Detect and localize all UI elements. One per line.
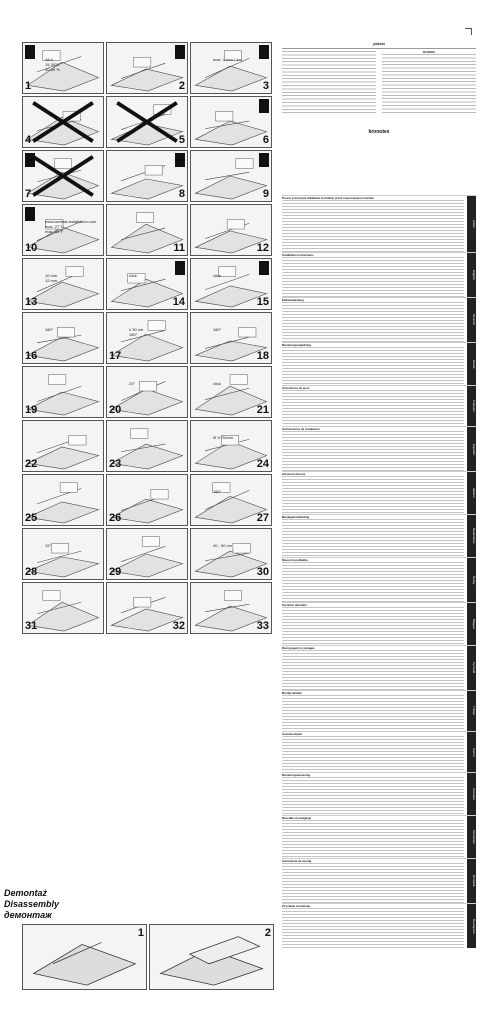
panel-number: 32 xyxy=(172,620,185,632)
step-panel-24 xyxy=(190,420,272,472)
panel-number: 15 xyxy=(256,296,269,308)
panel-number: 6 xyxy=(262,134,269,146)
step-panel-26 xyxy=(106,474,188,526)
illustration-column xyxy=(0,42,274,1022)
panel-number: 18 xyxy=(256,350,269,362)
panel-number: 16 xyxy=(25,350,38,362)
step-panel-12 xyxy=(190,204,272,256)
prohibited-cross xyxy=(23,151,103,201)
language-tab: Magyar xyxy=(467,603,476,645)
panel-caption: Ø X+30mm xyxy=(213,435,234,440)
warning-icon xyxy=(259,99,269,113)
panel-number: 20 xyxy=(109,404,122,416)
panel-caption: ≥ 30 cm 180° xyxy=(129,327,144,337)
warning-text xyxy=(382,54,476,114)
panel-number: 22 xyxy=(25,458,38,470)
step-panel-2 xyxy=(106,42,188,94)
section-title: Szerelési útmutató xyxy=(282,603,307,607)
crop-mark xyxy=(465,28,472,35)
section-body xyxy=(282,431,464,471)
warning-icon xyxy=(25,45,35,59)
step-panel-22 xyxy=(22,420,104,472)
section-2 xyxy=(282,297,476,342)
intro-text xyxy=(282,51,376,115)
step-panel-7 xyxy=(22,150,104,202)
panel-number: 2 xyxy=(264,927,271,939)
section-10 xyxy=(282,645,476,690)
step-panel-27 xyxy=(190,474,272,526)
step-panel-17 xyxy=(106,312,188,364)
panel-number: 30 xyxy=(256,566,269,578)
step-panel-1 xyxy=(22,42,104,94)
section-13 xyxy=(282,772,476,815)
intro-col-right xyxy=(382,51,476,115)
step-panel-29 xyxy=(106,528,188,580)
section-3 xyxy=(282,342,476,385)
panel-number: 11 xyxy=(173,242,185,254)
step-panel-4 xyxy=(22,96,104,148)
language-sections xyxy=(282,195,476,948)
language-tab: Türkçe xyxy=(467,691,476,731)
panel-number: 1 xyxy=(137,927,144,939)
section-11 xyxy=(282,690,476,731)
panel-number: 17 xyxy=(109,350,122,362)
language-tab: Deutsch xyxy=(467,298,476,342)
step-panel-9 xyxy=(190,150,272,202)
panel-caption: click xyxy=(213,273,221,278)
language-tab: Dansk xyxy=(467,343,476,385)
section-title: Montagehandleiding xyxy=(282,515,310,519)
panel-number: 29 xyxy=(109,566,122,578)
section-7 xyxy=(282,514,476,557)
step-grid xyxy=(22,42,274,634)
section-5 xyxy=(282,426,476,471)
panel-number: 31 xyxy=(25,620,38,632)
panel-caption: www.laminat-installation.com max. 27°C max. 81°F xyxy=(45,219,97,234)
panel-number: 4 xyxy=(25,134,32,146)
warning-icon xyxy=(25,153,35,167)
panel-number: 28 xyxy=(25,566,38,578)
section-body xyxy=(282,695,464,731)
step-panel-3 xyxy=(190,42,272,94)
warning-icon xyxy=(259,153,269,167)
panel-number: 7 xyxy=(25,188,32,200)
section-body xyxy=(282,519,464,557)
panel-number: 25 xyxy=(25,512,38,524)
warning-icon xyxy=(259,45,269,59)
section-12 xyxy=(282,731,476,772)
language-tab: Suomi xyxy=(467,732,476,772)
step-panel-21 xyxy=(190,366,272,418)
panel-number: 27 xyxy=(256,512,269,524)
section-body xyxy=(282,390,464,426)
step-panel-19 xyxy=(22,366,104,418)
panel-number: 5 xyxy=(178,134,185,146)
language-tab: English xyxy=(467,253,476,297)
warning-icon xyxy=(259,261,269,275)
section-14 xyxy=(282,815,476,858)
warning-icon xyxy=(25,207,35,221)
language-tab: Español xyxy=(467,427,476,471)
section-body xyxy=(282,476,464,514)
panel-caption: 40 - 50 cm xyxy=(213,543,232,548)
warning-icon xyxy=(175,261,185,275)
step-panel-16 xyxy=(22,312,104,364)
warning-label: WARNING xyxy=(422,51,436,54)
panel-number: 10 xyxy=(25,242,38,254)
panel-caption: 180° xyxy=(213,489,222,494)
text-column xyxy=(282,40,476,1020)
panel-number: 24 xyxy=(256,458,269,470)
step-panel-25 xyxy=(22,474,104,526)
disassembly-panel-2 xyxy=(149,924,274,990)
section-title: Navodila za polaganje xyxy=(282,816,312,820)
language-tab: Nederlands xyxy=(467,515,476,557)
section-title: Návod na pokládku xyxy=(282,558,308,562)
section-15 xyxy=(282,858,476,903)
panel-number: 13 xyxy=(25,296,38,308)
section-body xyxy=(282,257,464,297)
section-body xyxy=(282,347,464,385)
panel-caption: 180° xyxy=(213,327,222,332)
section-8 xyxy=(282,557,476,602)
section-body xyxy=(282,777,464,815)
panel-number: 14 xyxy=(172,296,185,308)
step-panel-30 xyxy=(190,528,272,580)
section-body xyxy=(282,650,464,690)
step-panel-11 xyxy=(106,204,188,256)
section-title: Monteringsanvisning xyxy=(282,773,311,777)
section-1 xyxy=(282,252,476,297)
panel-caption: 20° xyxy=(129,381,136,386)
section-body xyxy=(282,200,464,252)
header-title: polski xyxy=(373,41,385,46)
language-tab: Italiano xyxy=(467,472,476,514)
section-body xyxy=(282,302,464,342)
doc-header xyxy=(282,40,476,49)
panel-number: 1 xyxy=(25,80,32,92)
step-panel-33 xyxy=(190,582,272,634)
panel-number: 26 xyxy=(109,512,122,524)
section-9 xyxy=(282,602,476,645)
step-panel-28 xyxy=(22,528,104,580)
section-6 xyxy=(282,471,476,514)
section-title: Instrucciones de instalación xyxy=(282,427,320,431)
section-body xyxy=(282,908,464,948)
step-panel-31 xyxy=(22,582,104,634)
step-panel-23 xyxy=(106,420,188,472)
prohibited-cross xyxy=(23,97,103,147)
section-title: Istruzioni di posa xyxy=(282,472,305,476)
disassembly-panel-1 xyxy=(22,924,147,990)
step-panel-15 xyxy=(190,258,272,310)
language-tab: polski xyxy=(467,196,476,252)
panel-caption: click xyxy=(213,381,221,386)
section-body xyxy=(282,820,464,858)
section-title: Asennusohjeet xyxy=(282,732,303,736)
panel-number: 12 xyxy=(256,242,269,254)
section-body xyxy=(282,562,464,602)
panel-caption: 48 h 15-30°C 50-60 % xyxy=(45,57,60,72)
step-panel-5 xyxy=(106,96,188,148)
section-title: Instructions de pose xyxy=(282,386,310,390)
panel-number: 33 xyxy=(256,620,269,632)
section-title: Monteringsvejledning xyxy=(282,343,311,347)
section-4 xyxy=(282,385,476,426)
section-16 xyxy=(282,903,476,948)
language-tab: Svenska xyxy=(467,773,476,815)
section-title: Montaj talimatı xyxy=(282,691,302,695)
language-tab: Français xyxy=(467,386,476,426)
disassembly-grid xyxy=(22,924,274,990)
step-panel-20 xyxy=(106,366,188,418)
step-panel-6 xyxy=(190,96,272,148)
warning-icon xyxy=(175,45,185,59)
panel-caption: max. 3 mm / 1m xyxy=(213,57,242,62)
step-panel-14 xyxy=(106,258,188,310)
disassembly-en: Disassembly xyxy=(4,899,60,909)
section-body xyxy=(282,607,464,645)
section-title: Installation instructions xyxy=(282,253,314,257)
step-panel-13 xyxy=(22,258,104,310)
panel-number: 21 xyxy=(256,404,269,416)
section-body xyxy=(282,863,464,903)
disassembly-ru: демонтаж xyxy=(4,910,52,920)
panel-caption: 180° xyxy=(45,327,54,332)
step-panel-10 xyxy=(22,204,104,256)
panel-caption: 15° xyxy=(45,543,52,548)
disassembly-title xyxy=(4,888,59,921)
language-tab: Русский xyxy=(467,646,476,690)
panel-caption: click xyxy=(129,273,137,278)
section-title: Инструкция по укладке xyxy=(282,646,315,650)
panel-caption: 10 mm 12 mm xyxy=(45,273,58,283)
warning-icon xyxy=(175,153,185,167)
disassembly-pl: Demontaż xyxy=(4,888,48,898)
intro-col-left xyxy=(282,51,376,115)
section-title: Instrucțiuni de montaj xyxy=(282,859,312,863)
brand-logo: kronotex xyxy=(368,129,390,135)
panel-number: 9 xyxy=(262,188,269,200)
section-body xyxy=(282,736,464,772)
intro-columns xyxy=(282,51,476,115)
language-tab: Română xyxy=(467,859,476,903)
language-tab: Slovensko xyxy=(467,816,476,858)
panel-number: 2 xyxy=(178,80,185,92)
step-panel-8 xyxy=(106,150,188,202)
section-title: Einbauanleitung xyxy=(282,298,304,302)
step-panel-32 xyxy=(106,582,188,634)
language-tab: Česky xyxy=(467,558,476,602)
section-0 xyxy=(282,195,476,252)
step-panel-18 xyxy=(190,312,272,364)
section-title: Упътване за монтаж xyxy=(282,904,311,908)
section-title: Prosze przeczytać dokładnie instrukcje przed rozpoczęciem montażu xyxy=(282,196,374,200)
panel-number: 8 xyxy=(178,188,185,200)
language-tab: Български xyxy=(467,904,476,948)
panel-number: 19 xyxy=(25,404,38,416)
panel-number: 23 xyxy=(109,458,122,470)
step-illustration xyxy=(23,43,103,93)
panel-number: 3 xyxy=(262,80,269,92)
prohibited-cross xyxy=(107,97,187,147)
